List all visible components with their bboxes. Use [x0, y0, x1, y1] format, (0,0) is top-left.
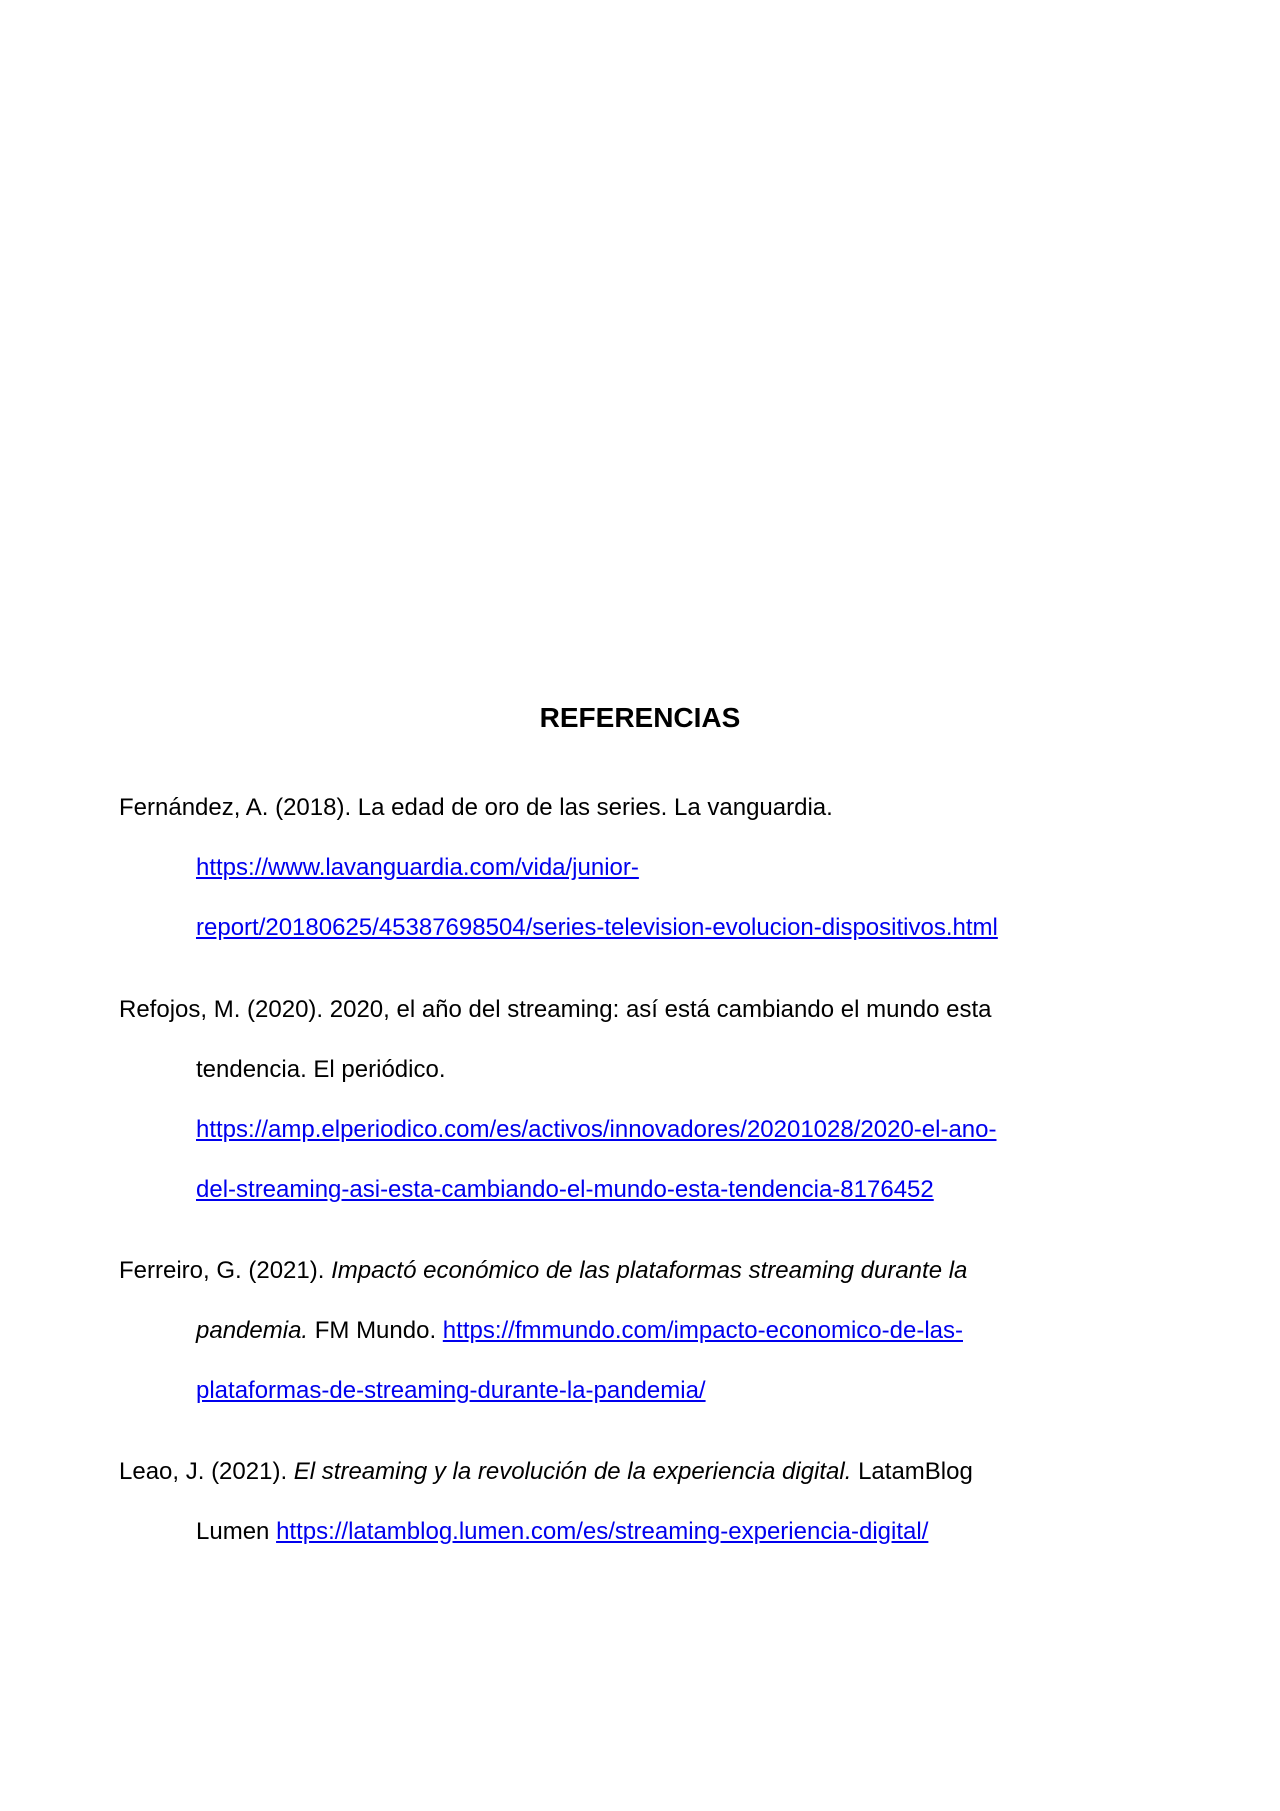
- reference-author: Ferreiro, G. (2021).: [119, 1257, 332, 1284]
- page-title: REFERENCIAS: [539, 702, 741, 733]
- reference-entry: [119, 778, 1079, 958]
- reference-link[interactable]: del-streaming-asi-esta-cambiando-el-mundo-esta-tendencia-8176452: [196, 1176, 934, 1203]
- reference-publisher: FM Mundo.: [308, 1317, 443, 1344]
- reference-text: tendencia. El periódico.: [196, 1056, 446, 1083]
- reference-title: Impactó económico de las plataformas streaming durante la: [331, 1257, 968, 1284]
- reference-title: pandemia.: [196, 1317, 309, 1344]
- reference-link[interactable]: https://www.lavanguardia.com/vida/junior-: [196, 854, 639, 881]
- reference-link[interactable]: https://amp.elperiodico.com/es/activos/innovadores/20201028/2020-el-ano-: [196, 1116, 997, 1143]
- reference-link[interactable]: plataformas-de-streaming-durante-la-pandemia/: [196, 1377, 706, 1404]
- reference-text: Refojos, M. (2020). 2020, el año del streaming: así está cambiando el mundo esta: [119, 996, 992, 1023]
- reference-text: Fernández, A. (2018). La edad de oro de las series. La vanguardia.: [119, 794, 833, 821]
- reference-link[interactable]: https://fmmundo.com/impacto-economico-de-las-: [442, 1317, 963, 1344]
- reference-entry: [119, 1241, 1079, 1421]
- reference-publisher: Lumen: [196, 1518, 277, 1545]
- reference-title: El streaming y la revolución de la experiencia digital.: [293, 1458, 852, 1485]
- reference-entry: [119, 980, 1079, 1220]
- reference-author: Leao, J. (2021).: [119, 1458, 294, 1485]
- reference-link[interactable]: report/20180625/45387698504/series-television-evolucion-dispositivos.html: [196, 914, 998, 941]
- reference-publisher: LatamBlog: [851, 1458, 973, 1485]
- reference-entry: [119, 1442, 1079, 1562]
- reference-link[interactable]: https://latamblog.lumen.com/es/streaming-experiencia-digital/: [276, 1518, 929, 1545]
